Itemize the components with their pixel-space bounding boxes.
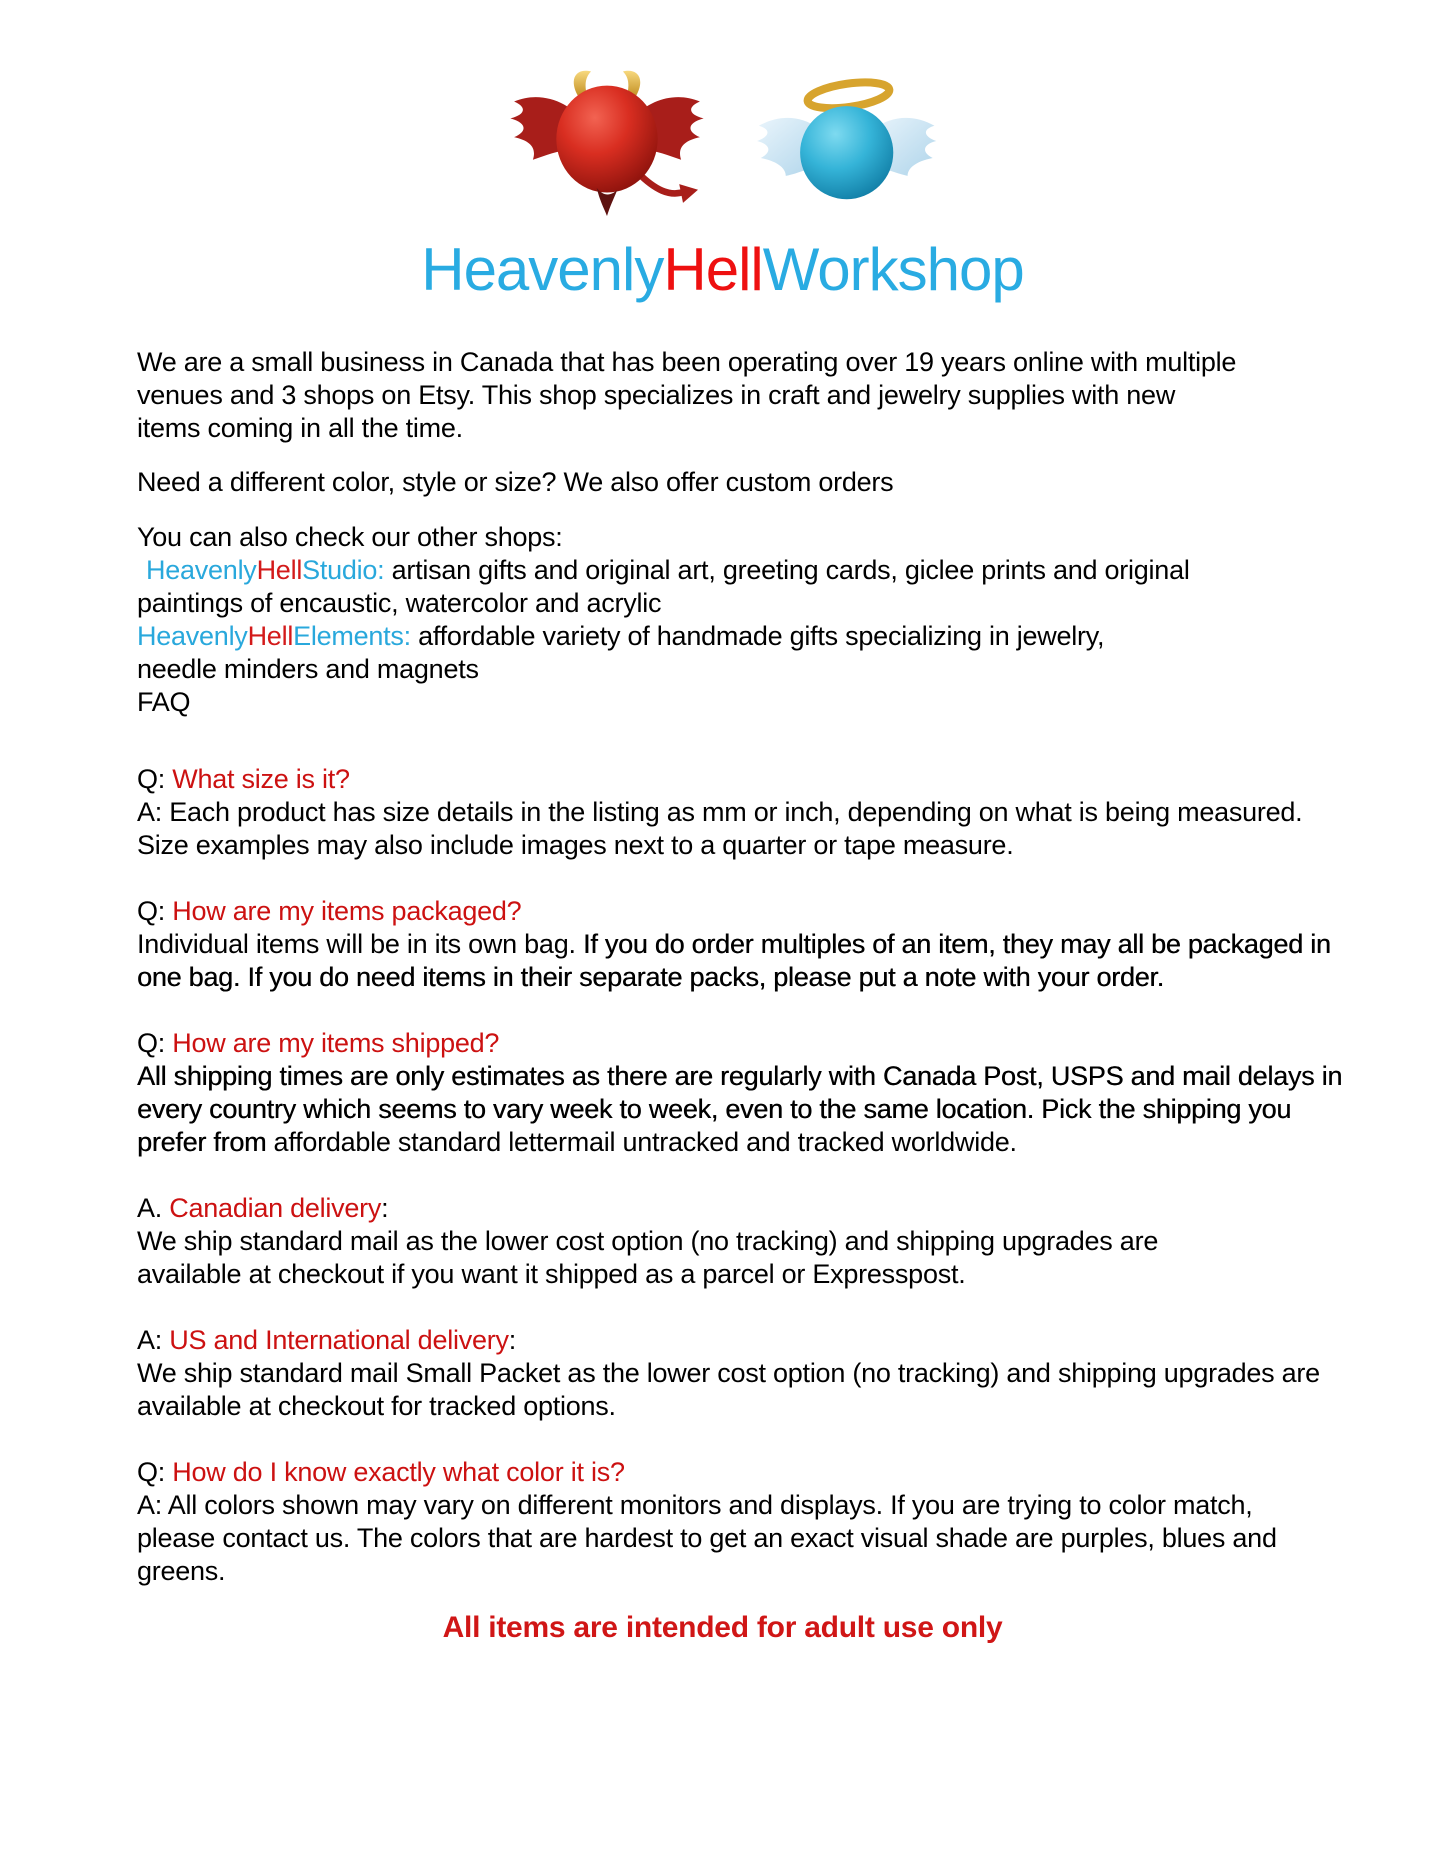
- qa-shipped-block: [137, 1027, 1445, 1159]
- elements-name-heavenly: Heavenly: [137, 621, 248, 652]
- document-body: [0, 346, 1445, 1588]
- faq-label: FAQ: [137, 687, 191, 718]
- qa-us-intl-heading: US and International delivery: [169, 1325, 509, 1356]
- elements-name-hell: Hell: [247, 621, 294, 652]
- shop-link-heavenlyhellstudio[interactable]: [146, 555, 384, 585]
- qa-packaged-block: [137, 895, 1445, 994]
- studio-name-rest: Studio:: [302, 555, 385, 586]
- custom-orders-paragraph: [137, 466, 1445, 499]
- studio-desc-line2: paintings of encaustic, watercolor and acrylic: [137, 588, 662, 619]
- elements-shop-line: [137, 620, 1445, 653]
- qa-packaged-answer-line: [137, 928, 1445, 961]
- answer-segment-bold: If you do order multiples of an item, they may all be packaged in: [582, 929, 1331, 960]
- qa-shipped-question-line: [137, 1027, 1445, 1060]
- colon: :: [381, 1193, 389, 1224]
- qa-size-answer-line: A: Each product has size details in the listing as mm or inch, depending on what is being measured.: [137, 797, 1303, 828]
- qa-color-answer-line: A: All colors shown may vary on different monitors and displays. If you are trying to color match,: [137, 1490, 1253, 1521]
- shop-logo: [0, 0, 1445, 216]
- qa-canadian-heading: Canadian delivery: [169, 1193, 382, 1224]
- qa-canadian-block: [137, 1192, 1445, 1291]
- a-prefix: A:: [137, 1325, 170, 1356]
- qa-size-question: What size is it?: [172, 764, 350, 795]
- qa-size-block: [137, 763, 1445, 862]
- intro-line: We are a small business in Canada that has been operating over 19 years online with multiple: [137, 347, 1237, 378]
- elements-desc: affordable variety of handmade gifts specializing in jewelry,: [410, 621, 1105, 652]
- q-prefix: Q:: [137, 896, 173, 927]
- intro-line: items coming in all the time.: [137, 413, 463, 444]
- qa-packaged-question: How are my items packaged?: [172, 896, 522, 927]
- title-hell: Hell: [663, 236, 763, 303]
- studio-shop-line: [137, 554, 1445, 587]
- intro-line: venues and 3 shops on Etsy. This shop specializes in craft and jewelry supplies with new: [137, 380, 1176, 411]
- qa-color-block: [137, 1456, 1445, 1588]
- qa-canadian-answer-line: available at checkout if you want it shipped as a parcel or Expresspost.: [137, 1259, 966, 1290]
- other-shops-heading: You can also check our other shops:: [137, 522, 563, 553]
- qa-color-answer-line: greens.: [137, 1556, 226, 1587]
- page-title: [0, 234, 1445, 306]
- adult-use-notice: All items are intended for adult use only: [442, 1611, 1003, 1645]
- qa-us-intl-answer-line: available at checkout for tracked options.: [137, 1391, 616, 1422]
- colon: :: [508, 1325, 516, 1356]
- elements-name-rest: Elements:: [293, 621, 411, 652]
- answer-segment: affordable standard lettermail untracked and tracked worldwide.: [266, 1127, 1017, 1158]
- qa-color-question-line: [137, 1456, 1445, 1489]
- qa-shipped-answer-line: every country which seems to vary week to week, even to the same location. Pick the shipping you: [137, 1094, 1292, 1125]
- qa-color-answer-line: please contact us. The colors that are hardest to get an exact visual shade are purples, blues and: [137, 1523, 1277, 1554]
- qa-us-intl-answer-line: We ship standard mail Small Packet as the lower cost option (no tracking) and shipping upgrades are: [137, 1358, 1320, 1389]
- custom-orders-text: Need a different color, style or size? We also offer custom orders: [137, 467, 894, 498]
- q-prefix: Q:: [137, 764, 173, 795]
- studio-name-hell: Hell: [256, 555, 303, 586]
- q-prefix: Q:: [137, 1457, 173, 1488]
- q-prefix: Q:: [137, 1028, 173, 1059]
- qa-packaged-question-line: [137, 895, 1445, 928]
- other-shops-paragraph: [137, 521, 1445, 719]
- answer-segment: Individual items will be in its own bag.: [137, 929, 583, 960]
- shop-link-heavenlyhellelements[interactable]: [137, 621, 411, 651]
- studio-desc: artisan gifts and original art, greeting cards, giclee prints and original: [384, 555, 1190, 586]
- qa-canadian-heading-line: [137, 1192, 1445, 1225]
- qa-canadian-answer-line: We ship standard mail as the lower cost option (no tracking) and shipping upgrades are: [137, 1226, 1159, 1257]
- qa-packaged-answer-line: one bag. If you do need items in their separate packs, please put a note with your order.: [137, 962, 1164, 993]
- qa-size-question-line: [137, 763, 1445, 796]
- devil-ball-icon: [499, 64, 715, 216]
- qa-us-intl-heading-line: [137, 1324, 1445, 1357]
- a-prefix: A.: [137, 1193, 170, 1224]
- title-heavenly: Heavenly: [421, 236, 664, 303]
- qa-color-question: How do I know exactly what color it is?: [172, 1457, 625, 1488]
- studio-name-heavenly: Heavenly: [146, 555, 257, 586]
- intro-paragraph: [137, 346, 1445, 445]
- qa-shipped-answer-line: All shipping times are only estimates as there are regularly with Canada Post, USPS and mail delays in: [137, 1061, 1343, 1092]
- title-workshop: Workshop: [762, 236, 1024, 303]
- qa-shipped-answer-line: [137, 1126, 1445, 1159]
- angel-ball-icon: [741, 70, 947, 212]
- elements-desc-line2: needle minders and magnets: [137, 654, 479, 685]
- qa-size-answer-line: Size examples may also include images next to a quarter or tape measure.: [137, 830, 1014, 861]
- qa-shipped-question: How are my items shipped?: [172, 1028, 500, 1059]
- answer-segment-bold: prefer from: [137, 1127, 267, 1158]
- qa-us-intl-block: [137, 1324, 1445, 1423]
